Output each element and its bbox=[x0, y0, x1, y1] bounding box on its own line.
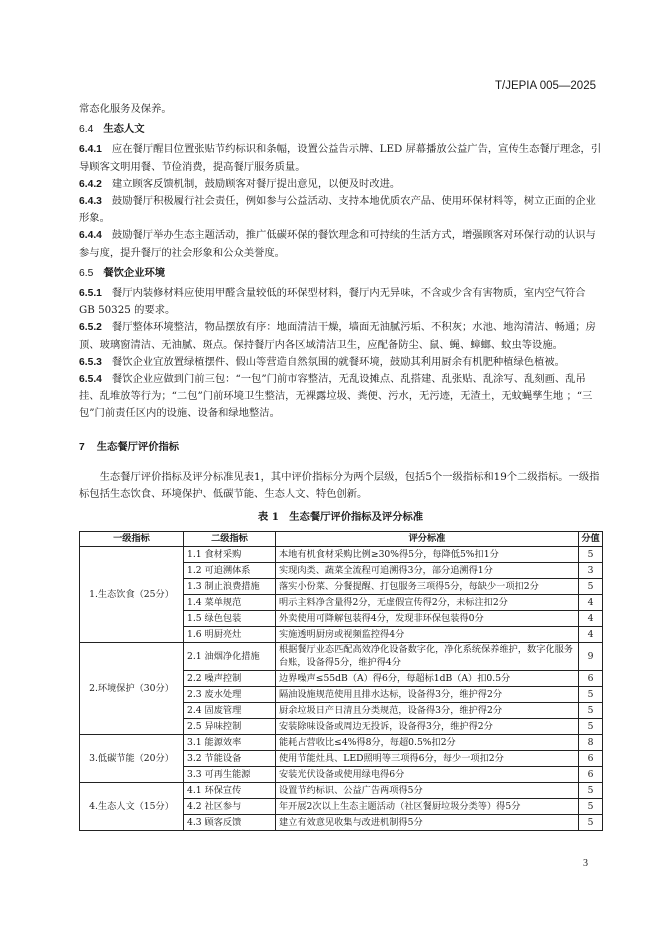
score-cell: 9 bbox=[579, 643, 603, 671]
level2-indicator: 1.4 菜单规范 bbox=[184, 595, 276, 611]
section-number: 6.5 bbox=[79, 267, 94, 279]
clause-number: 6.4.3 bbox=[79, 196, 102, 208]
header-level2: 二级指标 bbox=[184, 532, 276, 547]
level1-indicator: 3.低碳节能（20分） bbox=[80, 735, 184, 783]
criteria-cell: 安装除味设备或周边无投诉，设备得3分，维护得2分 bbox=[276, 719, 579, 735]
score-cell: 4 bbox=[579, 611, 603, 627]
clause-6-5-1 bbox=[79, 285, 602, 319]
level2-indicator: 1.5 绿色包装 bbox=[184, 611, 276, 627]
criteria-cell: 边界噪声≤55dB（A）得6分，每超标1dB（A）扣0.5分 bbox=[276, 671, 579, 687]
level1-indicator: 4.生态人文（15分） bbox=[80, 783, 184, 831]
score-cell: 5 bbox=[579, 783, 603, 799]
criteria-cell: 本地有机食材采购比例≥30%得5分，每降低5%扣1分 bbox=[276, 547, 579, 563]
standard-code: T/JEPIA 005—2025 bbox=[494, 80, 596, 92]
level2-indicator: 3.1 能源效率 bbox=[184, 735, 276, 751]
clause-text: 鼓励餐厅积极履行社会责任，例如参与公益活动、支持本地优质农产品、使用环保材料等，树立正面的企业形象。 bbox=[79, 195, 596, 225]
header-criteria: 评分标准 bbox=[276, 532, 579, 547]
clause-text: 餐饮企业应做到门前三包：“一包”门前市容整洁，无乱设摊点、乱搭建、乱张贴、乱涂写、乱刻画、乱吊挂、乱堆放等行为；“二包”门前环境卫生整洁，无裸露垃圾、粪便、污水，无污迹，无渣土，无蚊蝇孳生地 ；“三包”门前责任区内的设施、设备和绿地整洁。 bbox=[79, 373, 593, 420]
level2-indicator: 2.2 噪声控制 bbox=[184, 671, 276, 687]
level2-indicator: 1.2 可追溯体系 bbox=[184, 563, 276, 579]
clause-number: 6.4.2 bbox=[79, 178, 102, 190]
level2-indicator: 2.3 废水处理 bbox=[184, 687, 276, 703]
criteria-cell: 年开展2次以上生态主题活动（社区餐厨垃圾分类等）得5分 bbox=[276, 799, 579, 815]
table-caption: 表 1 生态餐厅评价指标及评分标准 bbox=[257, 511, 424, 524]
page-number: 3 bbox=[583, 858, 588, 869]
section-7-heading bbox=[79, 439, 602, 456]
clause-6-5-2 bbox=[79, 319, 602, 353]
clause-text: 鼓励餐厅举办生态主题活动，推广低碳环保的餐饮理念和可持续的生活方式，增强顾客对环保行动的认识与参与度，提升餐厅的社会形象和公众美誉度。 bbox=[79, 229, 596, 259]
section-title: 生态餐厅评价指标 bbox=[96, 440, 180, 453]
clause-text: 餐饮企业宜放置绿植摆件、假山等营造自然氛围的就餐环境，鼓励其利用厨余有机肥种植绿色植被。 bbox=[111, 355, 565, 368]
level2-indicator: 4.1 环保宣传 bbox=[184, 783, 276, 799]
level2-indicator: 1.1 食材采购 bbox=[184, 547, 276, 563]
score-cell: 5 bbox=[579, 703, 603, 719]
clause-number: 6.5.4 bbox=[79, 374, 102, 386]
table-row bbox=[80, 547, 603, 563]
clause-text: 餐厅内装修材料应使用甲醛含量较低的环保型材料，餐厅内无异味，不含或少含有害物质，室内空气符合 GB 50325 的要求。 bbox=[79, 287, 586, 317]
score-cell: 6 bbox=[579, 751, 603, 767]
criteria-cell: 隔油设施规范使用且排水达标，设备得3分，维护得2分 bbox=[276, 687, 579, 703]
criteria-cell: 实现肉类、蔬菜全流程可追溯得3分，部分追溯得1分 bbox=[276, 563, 579, 579]
criteria-cell: 落实小份菜、分餐提醒、打包服务三项得5分，每缺少一项扣2分 bbox=[276, 579, 579, 595]
table-row bbox=[80, 735, 603, 751]
section-6-5-heading bbox=[79, 265, 602, 282]
section-7-intro: 生态餐厅评价指标及评分标准见表1，其中评价指标分为两个层级，包括5个一级指标和19个二级指标。一级指标包括生态饮食、环境保护、低碳节能、生态人文、特色创新。 bbox=[79, 470, 600, 501]
clause-number: 6.5.2 bbox=[79, 322, 102, 334]
criteria-cell: 明示主料净含量得2分，无虚假宣传得2分，未标注扣2分 bbox=[276, 595, 579, 611]
score-cell: 5 bbox=[579, 547, 603, 563]
criteria-cell: 根据餐厅业态匹配高效净化设备数字化，净化系统保养维护，数字化服务台账，设备得5分，维护得4分 bbox=[276, 643, 579, 671]
clause-6-5-4 bbox=[79, 371, 602, 423]
level2-indicator: 4.2 社区参与 bbox=[184, 799, 276, 815]
evaluation-table bbox=[79, 531, 603, 831]
score-cell: 6 bbox=[579, 671, 603, 687]
score-cell: 5 bbox=[579, 719, 603, 735]
clause-text: 应在餐厅醒目位置张贴节约标识和条幅，设置公益告示牌、LED 屏幕播放公益广告，宣传生态餐厅理念，引导顾客文明用餐、节俭消费，提高餐厅服务质量。 bbox=[79, 143, 602, 173]
header-level1: 一级指标 bbox=[80, 532, 184, 547]
criteria-cell: 建立有效意见收集与改进机制得5分 bbox=[276, 815, 579, 831]
criteria-cell: 外卖使用可降解包装得4分，发现非环保包装得0分 bbox=[276, 611, 579, 627]
criteria-cell: 能耗占营收比≤4%得8分，每超0.5%扣2分 bbox=[276, 735, 579, 751]
header-score: 分值 bbox=[579, 532, 603, 547]
clause-6-4-1 bbox=[79, 141, 602, 175]
section-number: 6.4 bbox=[79, 124, 94, 136]
clause-number: 6.4.1 bbox=[79, 144, 102, 156]
table-row bbox=[80, 783, 603, 799]
criteria-cell: 实施透明厨房或视频监控得4分 bbox=[276, 627, 579, 643]
level2-indicator: 1.6 明厨亮灶 bbox=[184, 627, 276, 643]
clause-number: 6.4.4 bbox=[79, 230, 102, 242]
document-body bbox=[79, 101, 602, 831]
score-cell: 4 bbox=[579, 627, 603, 643]
clause-6-4-2 bbox=[79, 176, 602, 193]
score-cell: 5 bbox=[579, 579, 603, 595]
level2-indicator: 2.5 异味控制 bbox=[184, 719, 276, 735]
level2-indicator: 3.2 节能设备 bbox=[184, 751, 276, 767]
section-6-4-heading bbox=[79, 121, 602, 138]
score-cell: 5 bbox=[579, 799, 603, 815]
table-header-row bbox=[80, 532, 603, 547]
section-title: 餐饮企业环境 bbox=[103, 266, 166, 279]
score-cell: 8 bbox=[579, 735, 603, 751]
level2-indicator: 1.3 制止浪费措施 bbox=[184, 579, 276, 595]
score-cell: 5 bbox=[579, 815, 603, 831]
clause-6-5-3 bbox=[79, 354, 602, 371]
criteria-cell: 厨余垃圾日产日清且分类规范，设备得3分，维护得2分 bbox=[276, 703, 579, 719]
score-cell: 4 bbox=[579, 595, 603, 611]
clause-6-4-3 bbox=[79, 193, 602, 227]
level1-indicator: 2.环境保护（30分） bbox=[80, 643, 184, 735]
carryover-text: 常态化服务及保养。 bbox=[79, 103, 172, 115]
score-cell: 6 bbox=[579, 767, 603, 783]
clause-number: 6.5.1 bbox=[79, 288, 102, 300]
level1-indicator: 1.生态饮食（25分） bbox=[80, 547, 184, 643]
section-title: 生态人文 bbox=[103, 123, 145, 136]
table-row bbox=[80, 643, 603, 671]
level2-indicator: 2.4 固废管理 bbox=[184, 703, 276, 719]
criteria-cell: 使用节能灶具、LED照明等三项得6分，每少一项扣2分 bbox=[276, 751, 579, 767]
section-number: 7 bbox=[79, 441, 85, 453]
level2-indicator: 2.1 油烟净化措施 bbox=[184, 643, 276, 671]
level2-indicator: 4.3 顾客反馈 bbox=[184, 815, 276, 831]
clause-6-4-4 bbox=[79, 227, 602, 261]
criteria-cell: 设置节约标识、公益广告两项得5分 bbox=[276, 783, 579, 799]
score-cell: 3 bbox=[579, 563, 603, 579]
clause-number: 6.5.3 bbox=[79, 356, 102, 368]
score-cell: 5 bbox=[579, 687, 603, 703]
level2-indicator: 3.3 可再生能源 bbox=[184, 767, 276, 783]
criteria-cell: 安装光伏设备或使用绿电得6分 bbox=[276, 767, 579, 783]
clause-text: 建立顾客反馈机制，鼓励顾客对餐厅提出意见，以便及时改进。 bbox=[111, 177, 401, 190]
clause-text: 餐厅整体环境整洁，物品摆放有序：地面清洁干燥，墙面无油腻污垢、不积灰；水池、地沟清洁、畅通；房顶、玻璃窗清洁、无油腻、斑点。保持餐厅内各区域清洁卫生，应配备防尘、鼠、蝇、蟑螂、蚊虫等设施。 bbox=[79, 321, 596, 351]
